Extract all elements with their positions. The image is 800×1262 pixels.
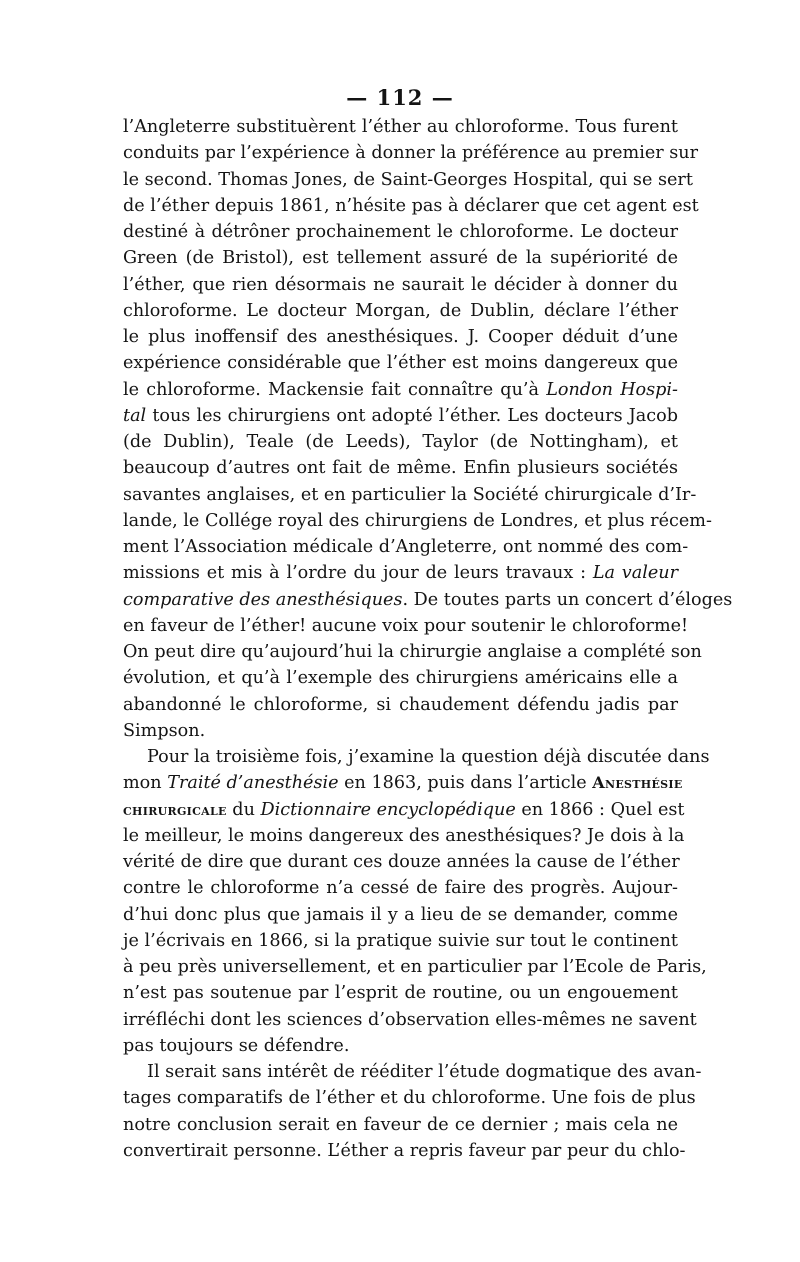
text-line (123, 324, 678, 350)
text-line (123, 377, 678, 403)
text-line (123, 219, 678, 245)
text-segment: le chloroforme. Mackensie fait connaître qu’à (123, 379, 547, 400)
text-segment: en 1863, puis dans l’article (338, 773, 593, 794)
text-segment: pas toujours se défendre. (123, 1035, 350, 1056)
text-segment: en faveur de l’éther! aucune voix pour soutenir le chloroforme! (123, 615, 689, 636)
italic-text: London Hospi- (546, 379, 678, 400)
text-segment: Simpson. (123, 720, 206, 741)
italic-text: Dictionnaire encyclopédique (260, 799, 516, 820)
text-line (123, 613, 689, 639)
page-number: — 112 — (346, 85, 454, 110)
text-segment: chloroforme. Le docteur Morgan, de Dublin, déclare l’éther (123, 300, 678, 321)
text-line (123, 298, 678, 324)
text-line (123, 665, 678, 691)
text-segment: . De toutes parts un concert d’éloges (402, 589, 733, 610)
text-line (123, 1059, 702, 1085)
text-line (123, 639, 702, 665)
text-segment: convertirait personne. L’éther a repris faveur par peur du chlo- (123, 1140, 686, 1161)
body-text (123, 114, 733, 1164)
text-line (123, 928, 678, 954)
text-line (123, 902, 678, 928)
text-segment: missions et mis à l’ordre du jour de leurs travaux : (123, 563, 593, 584)
text-line (123, 560, 678, 586)
text-segment: savantes anglaises, et en particulier la Société chirurgicale d’Ir- (123, 484, 697, 505)
text-segment: conduits par l’expérience à donner la préférence au premier sur (123, 143, 699, 164)
italic-text: comparative des anesthésiques (123, 589, 403, 610)
text-segment: irréfléchi dont les sciences d’observation elles-mêmes ne savent (123, 1009, 697, 1030)
text-line (123, 272, 678, 298)
text-segment: l’éther, que rien désormais ne saurait le décider à donner du (123, 274, 678, 295)
text-segment: Pour la troisième fois, j’examine la question déjà discutée dans (147, 747, 710, 767)
text-line (123, 692, 678, 718)
text-line (123, 1085, 696, 1111)
text-line (123, 980, 678, 1006)
small-caps-text: chirurgicale (123, 799, 227, 819)
text-line (123, 114, 678, 140)
text-line (123, 875, 678, 901)
text-line (123, 744, 710, 770)
text-segment: lande, le Collége royal des chirurgiens de Londres, et plus récem- (123, 510, 712, 531)
text-segment: expérience considérable que l’éther est moins dangereux que (123, 353, 678, 374)
italic-text: La valeur (592, 563, 678, 584)
italic-text: tal (123, 405, 147, 426)
text-segment: le plus inoffensif des anesthésiques. J. Cooper déduit d’une (123, 327, 678, 347)
text-line (123, 718, 678, 744)
text-line (123, 482, 697, 508)
text-segment: de l’éther depuis 1861, n’hésite pas à déclarer que cet agent est (123, 195, 699, 216)
text-segment: le second. Thomas Jones, de Saint-Georges Hospital, qui se sert (123, 169, 693, 190)
text-segment: n’est pas soutenue par l’esprit de routine, ou un engouement (123, 983, 678, 1004)
text-segment: Green (de Bristol), est tellement assuré de la supériorité de (123, 248, 678, 269)
text-segment: tous les chirurgiens ont adopté l’éther. Les docteurs Jacob (146, 405, 678, 426)
text-segment: en 1866 : Quel est (515, 799, 685, 820)
text-line (123, 1033, 678, 1059)
text-segment: mon (123, 773, 168, 794)
text-segment: On peut dire qu’aujourd’hui la chirurgie anglaise a complété son (123, 642, 702, 662)
text-segment: (de Dublin), Teale (de Leeds), Taylor (de Nottingham), et (123, 432, 678, 452)
text-line (123, 167, 693, 193)
text-segment: ment l’Association médicale d’Angleterre, ont nommé des com- (123, 537, 689, 557)
text-segment: d’hui donc plus que jamais il y a lieu de se demander, comme (123, 904, 678, 925)
text-line (123, 429, 678, 455)
italic-text: Traité d’anesthésie (167, 773, 339, 794)
text-line (123, 403, 678, 429)
text-line (123, 534, 689, 560)
text-segment: l’Angleterre substituèrent l’éther au chloroforme. Tous furent (123, 117, 678, 137)
text-line (123, 1112, 678, 1138)
text-line (123, 954, 707, 980)
text-line (123, 849, 678, 875)
text-segment: beaucoup d’autres ont fait de même. Enfin plusieurs sociétés (123, 458, 678, 479)
text-line (123, 587, 733, 613)
text-line (123, 1007, 697, 1033)
text-segment: notre conclusion serait en faveur de ce dernier ; mais cela ne (123, 1114, 678, 1135)
text-segment: le meilleur, le moins dangereux des anesthésiques? Je dois à la (123, 825, 685, 846)
text-segment: vérité de dire que durant ces douze années la cause de l’éther (123, 852, 680, 872)
text-segment: Il serait sans intérêt de rééditer l’étude dogmatique des avan- (147, 1062, 702, 1082)
text-segment: je l’écrivais en 1866, si la pratique suivie sur tout le continent (123, 930, 678, 951)
text-segment: destiné à détrôner prochainement le chloroforme. Le docteur (123, 222, 678, 242)
text-segment: évolution, et qu’à l’exemple des chirurgiens américains elle a (123, 668, 678, 689)
text-line (123, 508, 712, 534)
text-segment: du (226, 799, 261, 820)
text-line (123, 797, 685, 823)
text-line (123, 350, 678, 376)
text-line (123, 140, 699, 166)
text-line (123, 1138, 686, 1164)
text-line (123, 455, 678, 481)
text-line (123, 823, 685, 849)
text-segment: tages comparatifs de l’éther et du chloroforme. Une fois de plus (123, 1088, 696, 1109)
text-segment: contre le chloroforme n’a cessé de faire des progrès. Aujour- (123, 878, 678, 899)
text-line (123, 245, 678, 271)
text-segment: abandonné le chloroforme, si chaudement défendu jadis par (123, 694, 678, 715)
text-line (123, 770, 683, 796)
small-caps-text: Anesthésie (592, 773, 683, 793)
text-line (123, 193, 699, 219)
text-segment: à peu près universellement, et en particulier par l’Ecole de Paris, (123, 957, 707, 977)
